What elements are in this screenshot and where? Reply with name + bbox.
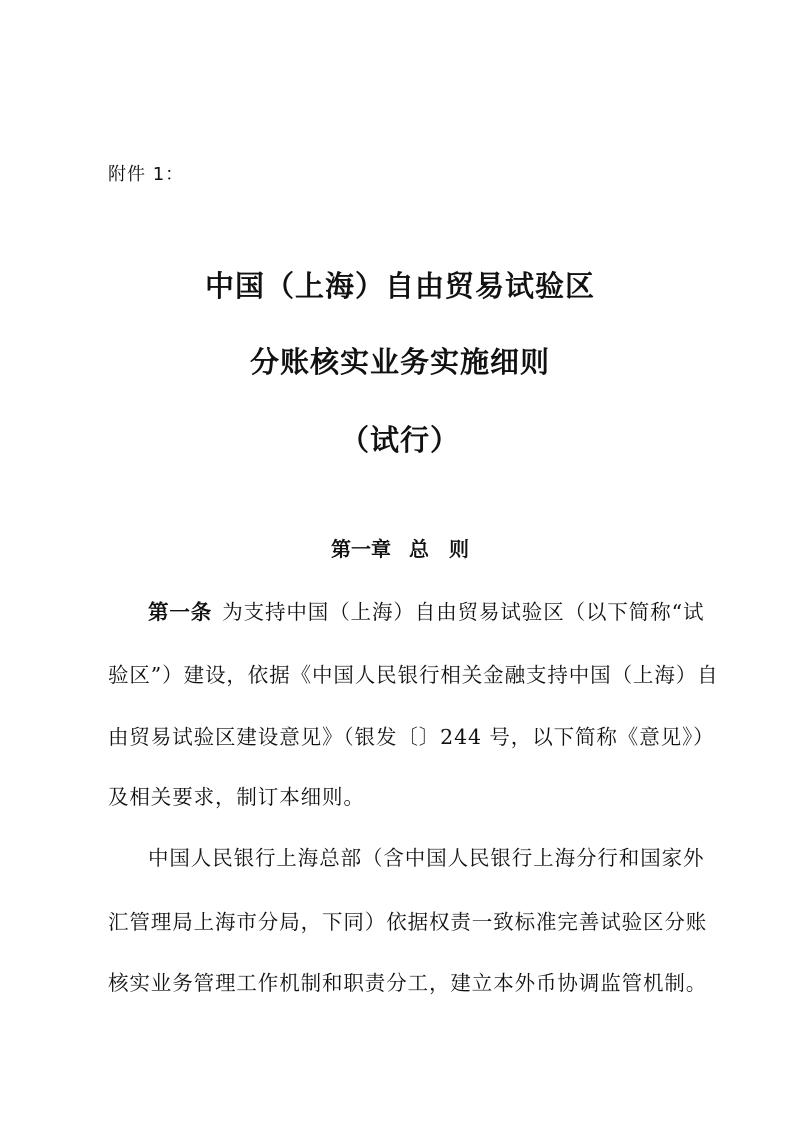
paragraph2-line-2: 汇管理局上海市分局，下同）依据权责一致标准完善试验区分账 xyxy=(108,910,708,934)
chapter-name-part1: 总 xyxy=(409,537,429,561)
paragraph2-line-3: 核实业务管理工作机制和职责分工，建立本外币协调监管机制。 xyxy=(108,971,708,995)
attachment-label: 附件 1： xyxy=(108,164,185,185)
title-line-2: 分账核实业务实施细则 xyxy=(249,345,550,379)
chapter-heading xyxy=(0,533,800,562)
paragraph2-line-1: 中国人民银行上海总部（含中国人民银行上海分行和国家外 xyxy=(148,846,705,870)
article1-line-2: 验区”）建设，依据《中国人民银行相关金融支持中国（上海）自 xyxy=(108,663,719,687)
article1-text-1: 为支持中国（上海）自由贸易试验区（以下简称“试 xyxy=(222,600,705,624)
title-line-1: 中国（上海）自由贸易试验区 xyxy=(204,269,595,303)
chapter-name-part2: 则 xyxy=(449,537,469,561)
article1-line-1 xyxy=(148,595,704,625)
article1-lead: 第一条 xyxy=(148,600,213,624)
article1-line-4: 及相关要求，制订本细则。 xyxy=(108,785,365,809)
title-line-3: （试行） xyxy=(339,423,460,457)
article1-line-3: 由贸易试验区建设意见》（银发〔〕244 号，以下简称《意见》） xyxy=(108,725,715,749)
chapter-number: 第一章 xyxy=(331,537,391,561)
